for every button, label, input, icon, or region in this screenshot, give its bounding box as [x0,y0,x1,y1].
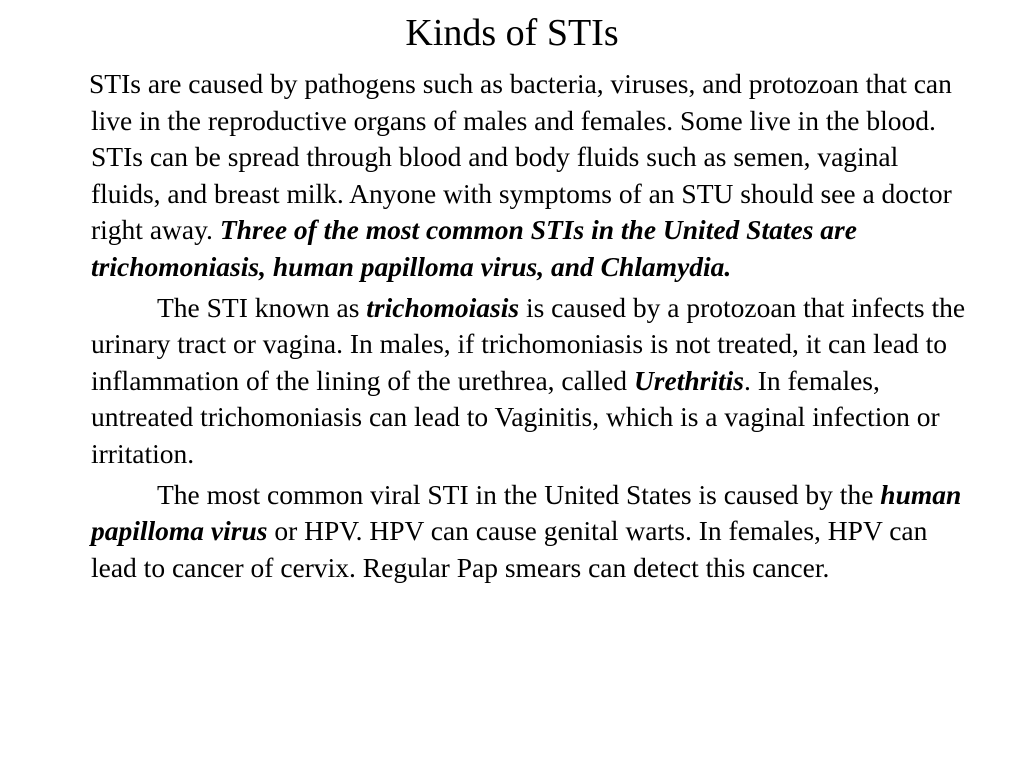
paragraph-text: The most common viral STI in the United States is caused by the [157,478,881,510]
term-trichomoiasis: trichomoiasis [366,291,520,323]
slide-title: Kinds of STIs [405,12,619,54]
paragraph-sti-overview [91,66,971,286]
paragraph-text: STIs are caused by pathogens such as bacteria, viruses, and protozoan that can live in the reproductive organs of males and females. Some live in the blood. STIs can be spread through blood and body fluids such as semen, vaginal fluids, and breast milk. Anyone with symptoms of an STU should see a doctor right away. [89,68,952,246]
paragraph-text: or HPV. HPV can cause genital warts. In females, HPV can lead to cancer of cervix. Regular Pap smears can detect this cancer. [91,515,928,583]
term-urethritis: Urethritis [633,364,744,396]
slide-body [91,66,971,586]
paragraph-text: The STI known as [157,291,367,323]
paragraph-text: . In females, untreated trichomoniasis can lead to Vaginitis, which is a vaginal infection or irritation. [91,364,940,469]
paragraph-text: is caused by a protozoan that infects the urinary tract or vagina. In males, if trichomoniasis is not treated, it can lead to inflammation of the lining of the urethrea, called [91,291,966,396]
term-human-papilloma-virus: human papilloma virus [91,478,962,547]
paragraph-trichomoniasis [91,290,971,473]
paragraph-hpv [91,477,971,587]
emphasis-common-stis: Three of the most common STIs in the United States are trichomoniasis, human papilloma virus, and Chlamydia. [91,214,857,282]
